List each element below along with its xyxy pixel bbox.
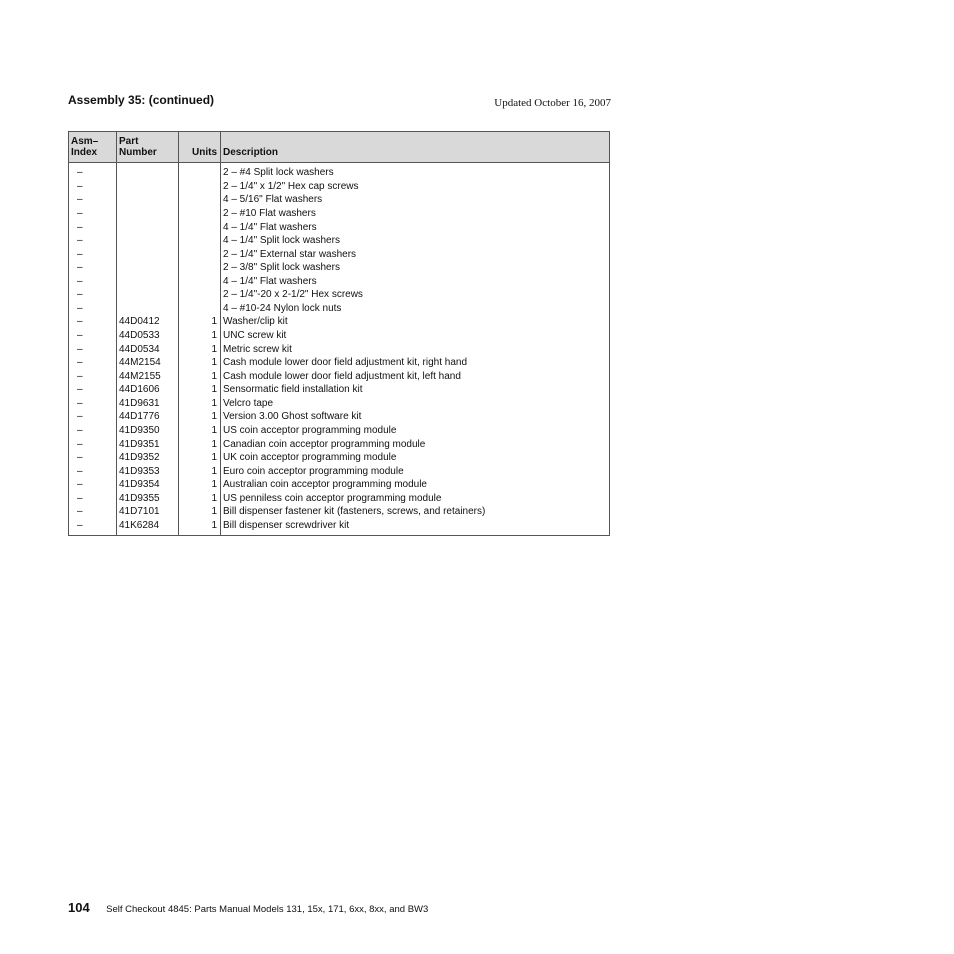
cell-description: UNC screw kit — [221, 329, 610, 343]
updated-date: Updated October 16, 2007 — [494, 97, 611, 109]
table-row — [69, 342, 610, 356]
cell-units: 1 — [179, 329, 221, 343]
cell-asm-index: – — [69, 451, 117, 465]
table-row — [69, 261, 610, 275]
cell-description: Bill dispenser fastener kit (fasteners, screws, and retainers) — [221, 505, 610, 519]
cell-part-number — [117, 180, 179, 194]
cell-asm-index: – — [69, 329, 117, 343]
table-row — [69, 220, 610, 234]
table-row — [69, 207, 610, 221]
page-footer — [68, 899, 428, 917]
cell-description: Metric screw kit — [221, 342, 610, 356]
cell-description: Euro coin acceptor programming module — [221, 464, 610, 478]
cell-asm-index: – — [69, 163, 117, 180]
cell-part-number: 44D1606 — [117, 383, 179, 397]
cell-description: Canadian coin acceptor programming module — [221, 437, 610, 451]
cell-part-number: 44M2155 — [117, 369, 179, 383]
cell-part-number: 44D0533 — [117, 329, 179, 343]
page-number: 104 — [68, 900, 90, 915]
cell-part-number — [117, 234, 179, 248]
cell-part-number: 44M2154 — [117, 356, 179, 370]
cell-part-number — [117, 163, 179, 180]
cell-description: 4 – 1/4" Flat washers — [221, 220, 610, 234]
cell-units: 1 — [179, 356, 221, 370]
cell-description: Bill dispenser screwdriver kit — [221, 519, 610, 536]
cell-description: US coin acceptor programming module — [221, 424, 610, 438]
cell-part-number: 41D9631 — [117, 397, 179, 411]
cell-asm-index: – — [69, 397, 117, 411]
cell-units — [179, 288, 221, 302]
cell-part-number: 44D0534 — [117, 342, 179, 356]
cell-asm-index: – — [69, 505, 117, 519]
cell-units: 1 — [179, 437, 221, 451]
cell-description: 4 – #10-24 Nylon lock nuts — [221, 302, 610, 316]
cell-units — [179, 302, 221, 316]
header-part-number: Part Number — [117, 132, 179, 163]
cell-asm-index: – — [69, 180, 117, 194]
table-row — [69, 383, 610, 397]
cell-units — [179, 275, 221, 289]
table-row — [69, 397, 610, 411]
table-row — [69, 464, 610, 478]
cell-description: US penniless coin acceptor programming module — [221, 492, 610, 506]
cell-part-number: 41D7101 — [117, 505, 179, 519]
cell-units — [179, 163, 221, 180]
table-row — [69, 478, 610, 492]
cell-units: 1 — [179, 369, 221, 383]
cell-part-number: 41D9355 — [117, 492, 179, 506]
table-row — [69, 356, 610, 370]
table-row — [69, 288, 610, 302]
table-row — [69, 424, 610, 438]
cell-asm-index: – — [69, 492, 117, 506]
table-row — [69, 234, 610, 248]
table-row — [69, 163, 610, 180]
cell-asm-index: – — [69, 478, 117, 492]
cell-part-number: 44D0412 — [117, 315, 179, 329]
cell-units — [179, 193, 221, 207]
cell-asm-index: – — [69, 369, 117, 383]
cell-units: 1 — [179, 492, 221, 506]
cell-asm-index: – — [69, 234, 117, 248]
cell-description: 4 – 1/4" Split lock washers — [221, 234, 610, 248]
cell-asm-index: – — [69, 302, 117, 316]
table-row — [69, 410, 610, 424]
cell-asm-index: – — [69, 342, 117, 356]
table-row — [69, 369, 610, 383]
cell-units: 1 — [179, 410, 221, 424]
table-row — [69, 519, 610, 536]
table-row — [69, 193, 610, 207]
cell-description: Australian coin acceptor programming module — [221, 478, 610, 492]
cell-units: 1 — [179, 315, 221, 329]
table-row — [69, 437, 610, 451]
cell-units: 1 — [179, 519, 221, 536]
cell-asm-index: – — [69, 220, 117, 234]
table-row — [69, 329, 610, 343]
cell-asm-index: – — [69, 261, 117, 275]
table-row — [69, 302, 610, 316]
table-row — [69, 180, 610, 194]
cell-units — [179, 180, 221, 194]
cell-asm-index: – — [69, 247, 117, 261]
cell-asm-index: – — [69, 410, 117, 424]
cell-part-number: 41D9352 — [117, 451, 179, 465]
cell-description: Version 3.00 Ghost software kit — [221, 410, 610, 424]
cell-part-number: 41D9350 — [117, 424, 179, 438]
table-row — [69, 451, 610, 465]
cell-part-number — [117, 193, 179, 207]
cell-units: 1 — [179, 451, 221, 465]
cell-part-number — [117, 247, 179, 261]
cell-asm-index: – — [69, 315, 117, 329]
cell-description: 2 – #4 Split lock washers — [221, 163, 610, 180]
table-row — [69, 275, 610, 289]
cell-units: 1 — [179, 424, 221, 438]
cell-part-number: 41D9353 — [117, 464, 179, 478]
cell-description: 2 – 1/4"-20 x 2-1/2" Hex screws — [221, 288, 610, 302]
cell-description: 2 – 3/8" Split lock washers — [221, 261, 610, 275]
cell-asm-index: – — [69, 207, 117, 221]
document-title: Self Checkout 4845: Parts Manual Models 131, 15x, 171, 6xx, 8xx, and BW3 — [106, 904, 429, 915]
table-row — [69, 505, 610, 519]
parts-table — [68, 131, 610, 536]
cell-units: 1 — [179, 464, 221, 478]
cell-description: UK coin acceptor programming module — [221, 451, 610, 465]
table-row — [69, 492, 610, 506]
table-header-row — [69, 132, 610, 163]
cell-part-number — [117, 220, 179, 234]
cell-asm-index: – — [69, 519, 117, 536]
cell-part-number: 41D9354 — [117, 478, 179, 492]
header-description: Description — [221, 132, 610, 163]
section-heading: Assembly 35: (continued) — [68, 93, 215, 107]
cell-part-number — [117, 207, 179, 221]
cell-asm-index: – — [69, 288, 117, 302]
cell-description: Washer/clip kit — [221, 315, 610, 329]
cell-description: 2 – 1/4" x 1/2" Hex cap screws — [221, 180, 610, 194]
cell-units: 1 — [179, 383, 221, 397]
cell-units — [179, 207, 221, 221]
cell-asm-index: – — [69, 275, 117, 289]
table-row — [69, 315, 610, 329]
cell-units — [179, 234, 221, 248]
cell-part-number: 41K6284 — [117, 519, 179, 536]
cell-description: Sensormatic field installation kit — [221, 383, 610, 397]
cell-description: 4 – 1/4" Flat washers — [221, 275, 610, 289]
cell-description: 2 – 1/4" External star washers — [221, 247, 610, 261]
cell-asm-index: – — [69, 383, 117, 397]
cell-part-number — [117, 261, 179, 275]
header-units: Units — [179, 132, 221, 163]
cell-units: 1 — [179, 505, 221, 519]
cell-asm-index: – — [69, 356, 117, 370]
cell-description: Cash module lower door field adjustment kit, right hand — [221, 356, 610, 370]
header-asm-index: Asm– Index — [69, 132, 117, 163]
cell-description: Cash module lower door field adjustment kit, left hand — [221, 369, 610, 383]
cell-asm-index: – — [69, 424, 117, 438]
cell-units — [179, 261, 221, 275]
cell-description: Velcro tape — [221, 397, 610, 411]
cell-description: 4 – 5/16" Flat washers — [221, 193, 610, 207]
cell-part-number — [117, 302, 179, 316]
cell-units: 1 — [179, 342, 221, 356]
cell-units: 1 — [179, 397, 221, 411]
cell-units — [179, 220, 221, 234]
cell-part-number — [117, 288, 179, 302]
cell-asm-index: – — [69, 193, 117, 207]
table-row — [69, 247, 610, 261]
cell-description: 2 – #10 Flat washers — [221, 207, 610, 221]
cell-asm-index: – — [69, 437, 117, 451]
cell-units: 1 — [179, 478, 221, 492]
cell-units — [179, 247, 221, 261]
cell-part-number: 44D1776 — [117, 410, 179, 424]
cell-asm-index: – — [69, 464, 117, 478]
cell-part-number — [117, 275, 179, 289]
cell-part-number: 41D9351 — [117, 437, 179, 451]
